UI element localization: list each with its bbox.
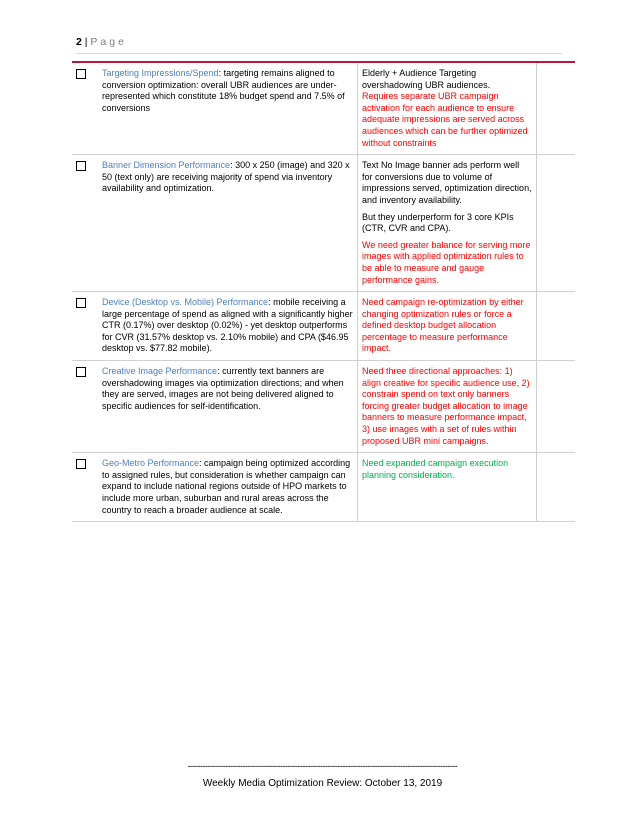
- row-description-text: : currently text banners are overshadowing images via optimization directions; and when they are served, images are not being delivered aligned to specific audiences for self-identification.: [102, 366, 344, 411]
- footer-title: Weekly Media Optimization Review: October 13, 2019: [202, 778, 443, 789]
- row-extra-cell: [537, 361, 576, 453]
- checkbox-device[interactable]: [76, 298, 86, 308]
- row-extra-cell: [537, 62, 576, 155]
- page-number: 2: [76, 36, 82, 48]
- note-black: Text No Image banner ads perform well for conversions due to volume of impressions served, optimization direction, and inventory availability.: [362, 160, 532, 205]
- row-description: [98, 62, 358, 155]
- table-row: [72, 453, 575, 522]
- row-title: Device (Desktop vs. Mobile) Performance: [102, 297, 269, 308]
- row-notes: [358, 453, 537, 522]
- footer-divider: ------------------------------------------------------------------------------------------------------------: [187, 762, 458, 771]
- row-description-text: : campaign being optimized according to assigned rules, but consideration is whether campaign can expand to include national regions outside of HPO markets to include more urban, suburban and rural areas across the country to reach a broader audience at scale.: [102, 458, 351, 515]
- note-red: Need three directional approaches: 1) align creative for specific audience use, 2) constrain spend on text only banners forcing greater budget allocation to image banners to measure performance impact, 3) use images with a set of rules within proposed UBR mini campaigns.: [362, 366, 530, 446]
- table-row: [72, 292, 575, 361]
- row-description: [98, 453, 358, 522]
- row-title: Creative Image Performance: [102, 366, 218, 377]
- note-red: Need campaign re-optimization by either changing optimization rules or force a defined desktop budget allocation percentage to measure performance impact.: [362, 297, 524, 354]
- row-notes: [358, 155, 537, 292]
- optimization-review-table: [72, 61, 575, 522]
- row-description-text: : mobile receiving a large percentage of spend as aligned with a significantly higher CTR (0.17%) over desktop (0.02%) - yet desktop outperforms for CVR (31.57% desktop vs. 2.10% mobile) and CPA ($46.95 desktop vs. $77.82 mobile).: [102, 297, 353, 354]
- row-extra-cell: [537, 453, 576, 522]
- row-description: [98, 292, 358, 361]
- row-extra-cell: [537, 155, 576, 292]
- table-row: [72, 361, 575, 453]
- page-header: [76, 36, 562, 54]
- row-notes: [358, 292, 537, 361]
- table-row: [72, 155, 575, 292]
- row-notes: [358, 62, 537, 155]
- page-footer: [72, 762, 573, 789]
- checkbox-creative-image[interactable]: [76, 367, 86, 377]
- checkbox-geo-metro[interactable]: [76, 459, 86, 469]
- row-title: Banner Dimension Performance: [102, 160, 231, 171]
- row-description: [98, 155, 358, 292]
- checkbox-targeting[interactable]: [76, 69, 86, 79]
- checkbox-banner-dimension[interactable]: [76, 161, 86, 171]
- page-label: Page: [90, 36, 127, 48]
- row-title: Targeting Impressions/Spend: [102, 68, 219, 78]
- note-black: But they underperform for 3 core KPIs (CTR, CVR and CPA).: [362, 211, 514, 234]
- row-extra-cell: [537, 292, 576, 361]
- note-black: Elderly + Audience Targeting overshadowing UBR audiences.: [362, 68, 491, 90]
- row-description-text: : targeting remains aligned to conversion optimization: overall UBR audiences are under-represented which constitute 18% budget spend and 7.5% of conversions: [102, 68, 345, 113]
- note-red: Requires separate UBR campaign activation for each audience to ensure adequate impressions are served across audiences which can be further optimized without constraints: [362, 91, 528, 148]
- table-row: [72, 62, 575, 155]
- row-description-text: : 300 x 250 (image) and 320 x 50 (text only) are receiving majority of spend via inventory availability and optimization.: [102, 160, 350, 194]
- note-green: Need expanded campaign execution planning consideration.: [362, 458, 509, 480]
- row-notes: [358, 361, 537, 453]
- row-description: [98, 361, 358, 453]
- note-red: We need greater balance for serving more images with applied optimization rules to be able to measure and gauge performance gains.: [362, 239, 531, 285]
- row-title: Geo-Metro Performance: [102, 458, 200, 469]
- page-separator: |: [84, 36, 91, 48]
